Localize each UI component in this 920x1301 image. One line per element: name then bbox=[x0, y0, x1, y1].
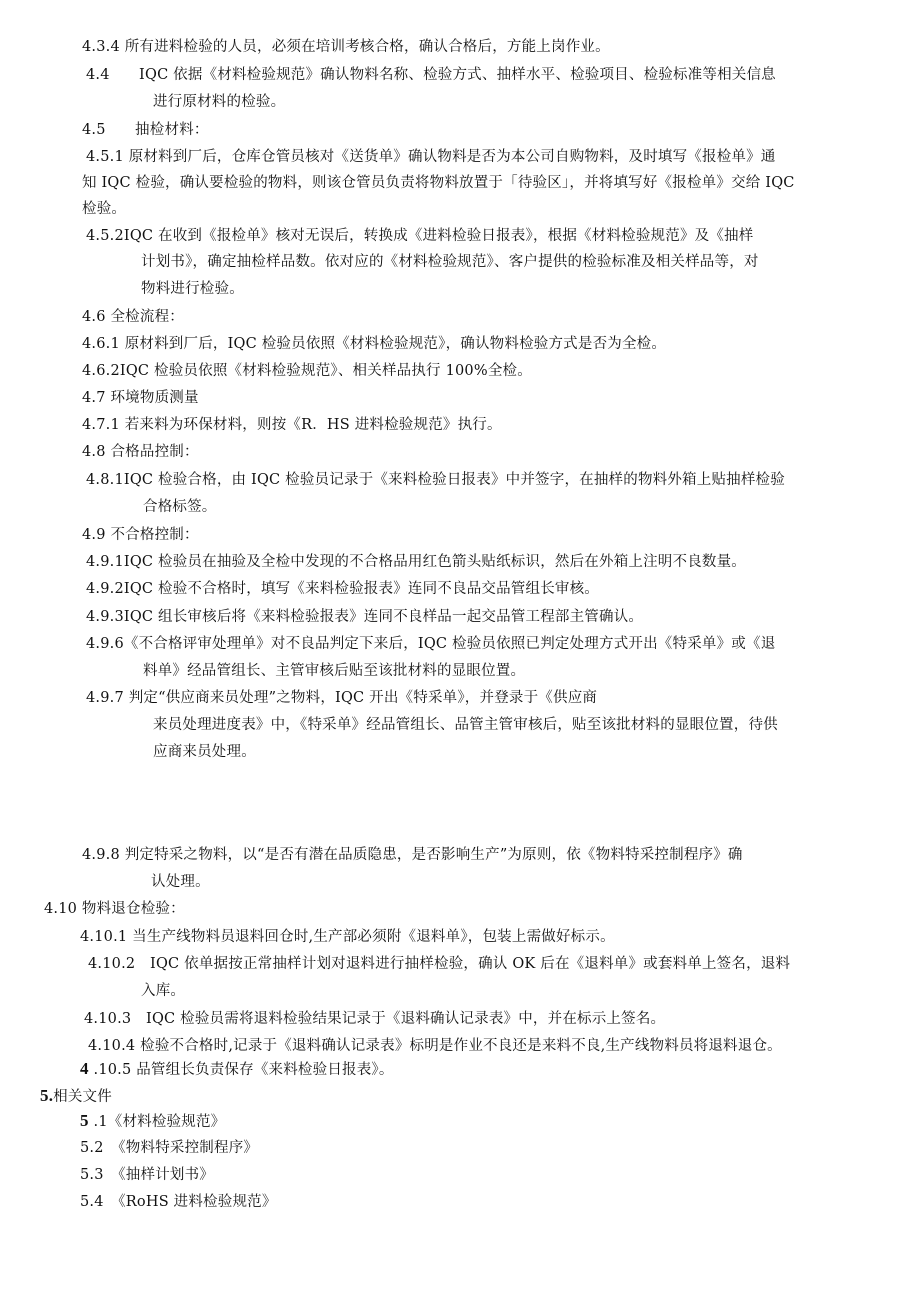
text-line: 4.8.1IQC 检验合格，由 IQC 检验员记录于《来料检验日报表》中并签字，在抽样的物料外箱上贴抽样检验 bbox=[86, 472, 785, 488]
bold-number: 4 bbox=[80, 1059, 89, 1078]
text-line: 4.7 环境物质测量 bbox=[82, 390, 199, 406]
section-heading: 4.10 物料退仓检验： bbox=[44, 901, 185, 917]
text-line: 4.9.8 判定特采之物料，以“是否有潜在品质隐患，是否影响生产”为原则，依《物料特采控制程序》确 bbox=[82, 847, 743, 863]
text-line: 4.7.1 若来料为环保材料，则按《R．HS 进料检验规范》执行。 bbox=[82, 417, 502, 433]
text-line: .10.5 品管组长负责保存《来料检验日报表》。 bbox=[88, 1062, 394, 1078]
text-line: 检验。 bbox=[82, 201, 127, 217]
text-line: 4.8 合格品控制： bbox=[82, 444, 199, 460]
text-line: 4.9.3IQC 组长审核后将《来料检验报表》连同不良样品一起交品管工程部主管确认。 bbox=[86, 609, 644, 625]
text-line: 4.9.6《不合格评审处理单》对不良品判定下来后，IQC 检验员依照已判定处理方式开出《特采单》或《退 bbox=[86, 636, 776, 652]
text-line: 4.6.2IQC 检验员依照《材料检验规范》、相关样品执行 100%全检。 bbox=[82, 363, 532, 379]
text-line: 4.9 不合格控制： bbox=[82, 527, 199, 543]
text-line: 进行原材料的检验。 bbox=[153, 94, 286, 110]
bold-number: 5 bbox=[80, 1111, 89, 1130]
text-line: 4.4 IQC 依据《材料检验规范》确认物料名称、检验方式、抽样水平、检验项目、检验标准等相关信息 bbox=[86, 67, 776, 83]
text-line: 合格标签。 bbox=[143, 499, 217, 515]
section-heading bbox=[40, 1087, 112, 1106]
text-line: 物料进行检验。 bbox=[141, 281, 244, 297]
text-line: 4.6.1 原材料到厂后，IQC 检验员依照《材料检验规范》，确认物料检验方式是否为全检。 bbox=[82, 336, 667, 352]
text-line: 4.10.3 IQC 检验员需将退料检验结果记录于《退料确认记录表》中，并在标示上签名。 bbox=[84, 1011, 666, 1027]
list-item: 5.4 《RoHS 进料检验规范》 bbox=[80, 1194, 277, 1210]
text-line: 4.5 抽检材料： bbox=[82, 122, 209, 138]
text-line: 4.6 全检流程： bbox=[82, 309, 184, 325]
text-line: 知 IQC 检验，确认要检验的物料，则该仓管员负责将物料放置于「待验区」，并将填写好《报检单》交给 IQC bbox=[82, 175, 795, 191]
text-line: 4.5.1 原材料到厂后，仓库仓管员核对《送货单》确认物料是否为本公司自购物料，及时填写《报检单》通 bbox=[86, 149, 776, 165]
text-line: 4.10.2 IQC 依单据按正常抽样计划对退料进行抽样检验，确认 OK 后在《退料单》或套料单上签名，退料 bbox=[88, 956, 791, 972]
list-item-text: .1《材料检验规范》 bbox=[88, 1114, 226, 1130]
text-line: 4.5.2IQC 在收到《报检单》核对无误后，转换成《进料检验日报表》，根据《材料检验规范》及《抽样 bbox=[86, 228, 754, 244]
text-line: 来员处理进度表》中，《特采单》经品管组长、品管主管审核后，贴至该批材料的显眼位置，待供 bbox=[153, 717, 778, 733]
text-line: 4.3.4 所有进料检验的人员，必须在培训考核合格，确认合格后，方能上岗作业。 bbox=[82, 39, 610, 55]
text-line: 入库。 bbox=[141, 983, 186, 999]
list-item bbox=[80, 1112, 225, 1131]
section-title: 相关文件 bbox=[53, 1089, 112, 1105]
list-item: 5.3 《抽样计划书》 bbox=[80, 1167, 215, 1183]
text-line: 4.9.2IQC 检验不合格时，填写《来料检验报表》连同不良品交品管组长审核。 bbox=[86, 581, 600, 597]
text-line: 4.10.1 当生产线物料员退料回仓时,生产部必须附《退料单》，包装上需做好标示。 bbox=[80, 929, 615, 945]
text-line: 认处理。 bbox=[151, 874, 210, 890]
text-line: 4.9.1IQC 检验员在抽验及全检中发现的不合格品用红色箭头贴纸标识，然后在外箱上注明不良数量。 bbox=[86, 554, 747, 570]
list-item: 5.2 《物料特采控制程序》 bbox=[80, 1140, 259, 1156]
text-line: 计划书》，确定抽检样品数。依对应的《材料检验规范》、客户提供的检验标准及相关样品等，对 bbox=[141, 254, 759, 270]
text-line: 4.10.4 检验不合格时,记录于《退料确认记录表》标明是作业不良还是来料不良,生产线物料员将退料退仓。 bbox=[88, 1038, 782, 1054]
item-number bbox=[80, 1060, 394, 1079]
text-line: 4.9.7 判定“供应商来员处理”之物料，IQC 开出《特采单》，并登录于《供应商 bbox=[86, 690, 598, 706]
text-line: 料单》经品管组长、主管审核后贴至该批材料的显眼位置。 bbox=[143, 663, 526, 679]
section-number: 5. bbox=[40, 1086, 54, 1105]
text-line: 应商来员处理。 bbox=[153, 744, 256, 760]
